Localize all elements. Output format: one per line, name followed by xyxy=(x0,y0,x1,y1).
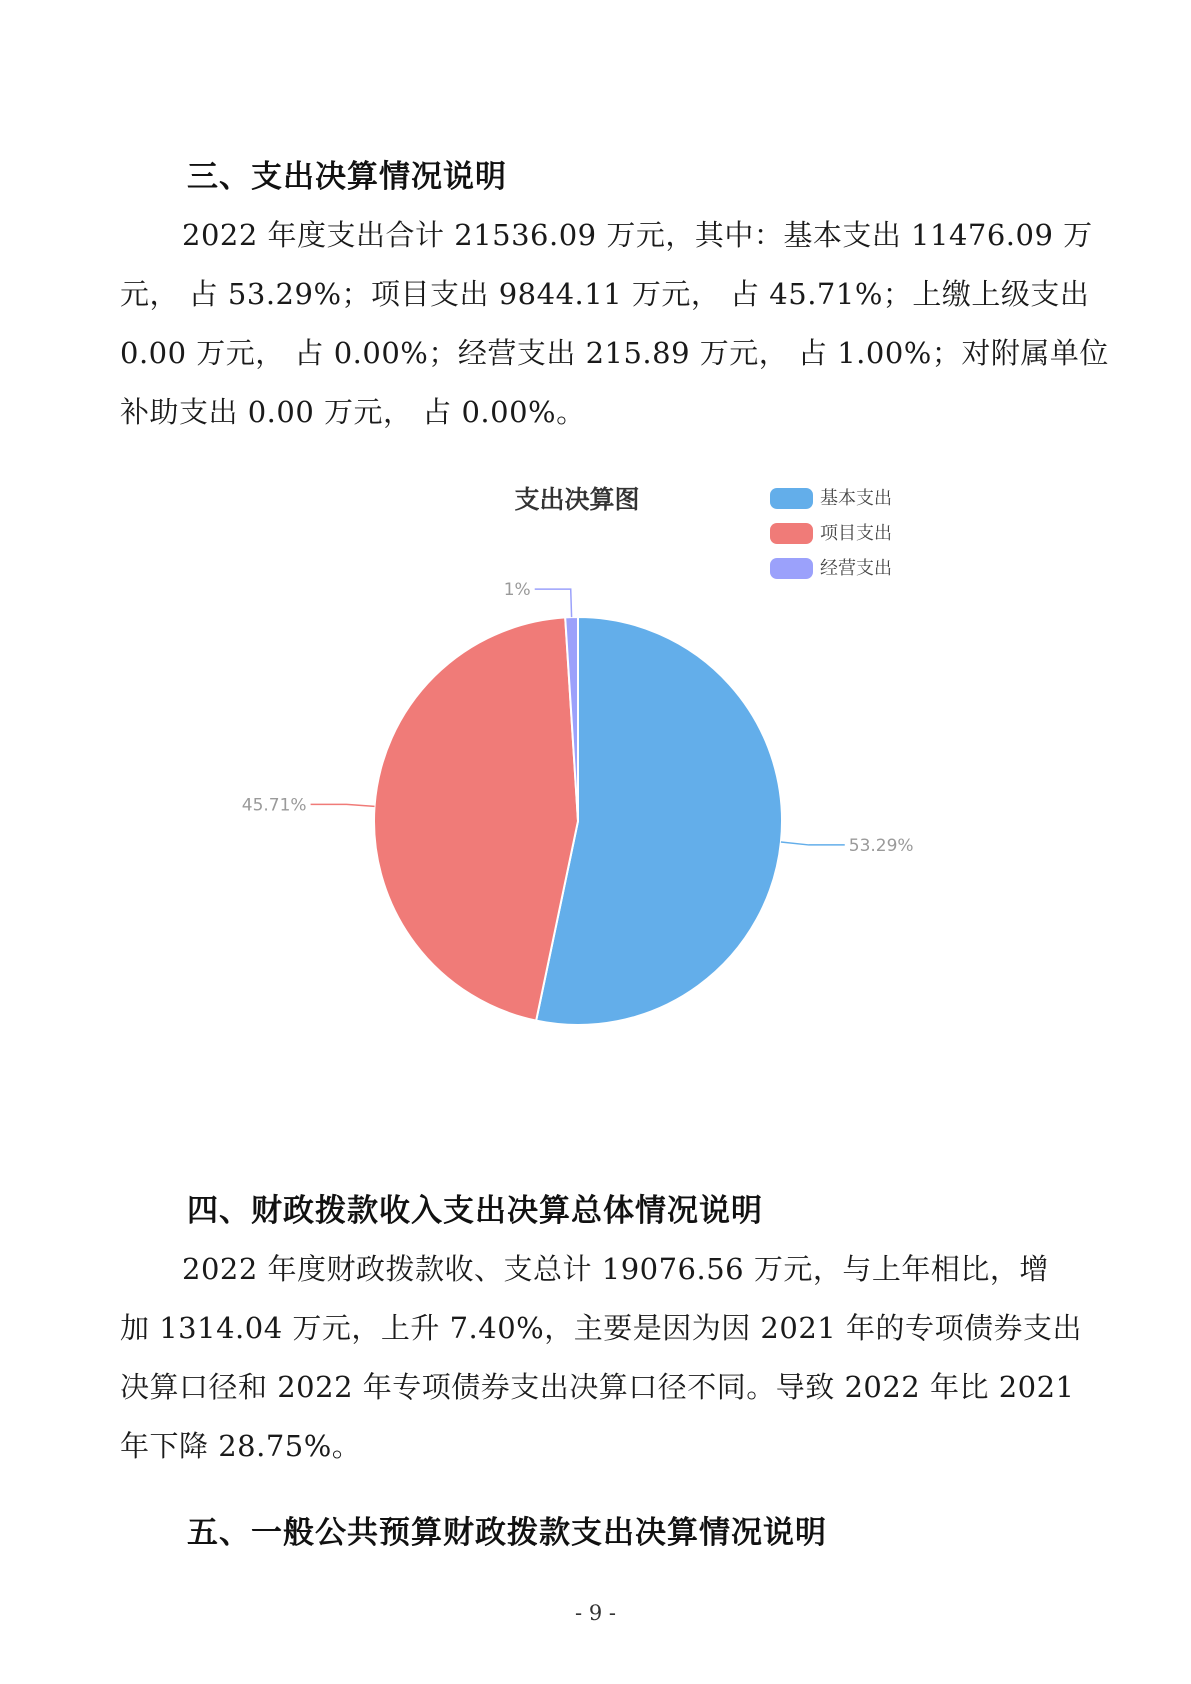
legend-label: 经营支出 xyxy=(820,558,892,579)
paragraph-line: 2022 年度支出合计 21536.09 万元，其中：基本支出 11476.09 万 xyxy=(182,218,1093,252)
pie-slice xyxy=(374,617,578,1020)
pie-label-leader xyxy=(781,842,845,845)
pie-data-label: 53.29% xyxy=(848,835,914,856)
section-heading-5: 五、一般公共预算财政拨款支出决算情况说明 xyxy=(187,1515,827,1551)
legend-label: 项目支出 xyxy=(820,523,892,544)
section-heading-3: 三、支出决算情况说明 xyxy=(187,159,507,195)
legend-swatch xyxy=(770,523,813,544)
pie-data-label: 1% xyxy=(503,580,531,601)
paragraph-line: 2022 年度财政拨款收、支总计 19076.56 万元，与上年相比，增 xyxy=(182,1252,1049,1286)
section-4-paragraph xyxy=(120,1240,1080,1476)
paragraph-line: 补助支出 0.00 万元， 占 0.00%。 xyxy=(120,395,586,429)
chart-title: 支出决算图 xyxy=(514,485,640,514)
legend-label: 基本支出 xyxy=(820,488,892,509)
chart-legend xyxy=(770,488,892,579)
pie-slices xyxy=(374,617,782,1025)
paragraph-line: 决算口径和 2022 年专项债券支出决算口径不同。导致 2022 年比 2021 xyxy=(120,1370,1075,1404)
section-heading-4: 四、财政拨款收入支出决算总体情况说明 xyxy=(187,1193,763,1229)
legend-swatch xyxy=(770,558,813,579)
pie-label-leader xyxy=(535,589,572,617)
legend-swatch xyxy=(770,488,813,509)
paragraph-line: 元， 占 53.29%；项目支出 9844.11 万元， 占 45.71%；上缴上级支出 xyxy=(120,277,1090,311)
paragraph-line: 年下降 28.75%。 xyxy=(120,1429,362,1463)
paragraph-line: 加 1314.04 万元，上升 7.40%，主要是因为因 2021 年的专项债券支出 xyxy=(120,1311,1082,1345)
page-number: - 9 - xyxy=(575,1601,616,1625)
pie-data-label: 45.71% xyxy=(241,795,307,816)
paragraph-line: 0.00 万元， 占 0.00%；经营支出 215.89 万元， 占 1.00%；对附属单位 xyxy=(120,336,1109,370)
pie-label-leader xyxy=(311,804,375,806)
